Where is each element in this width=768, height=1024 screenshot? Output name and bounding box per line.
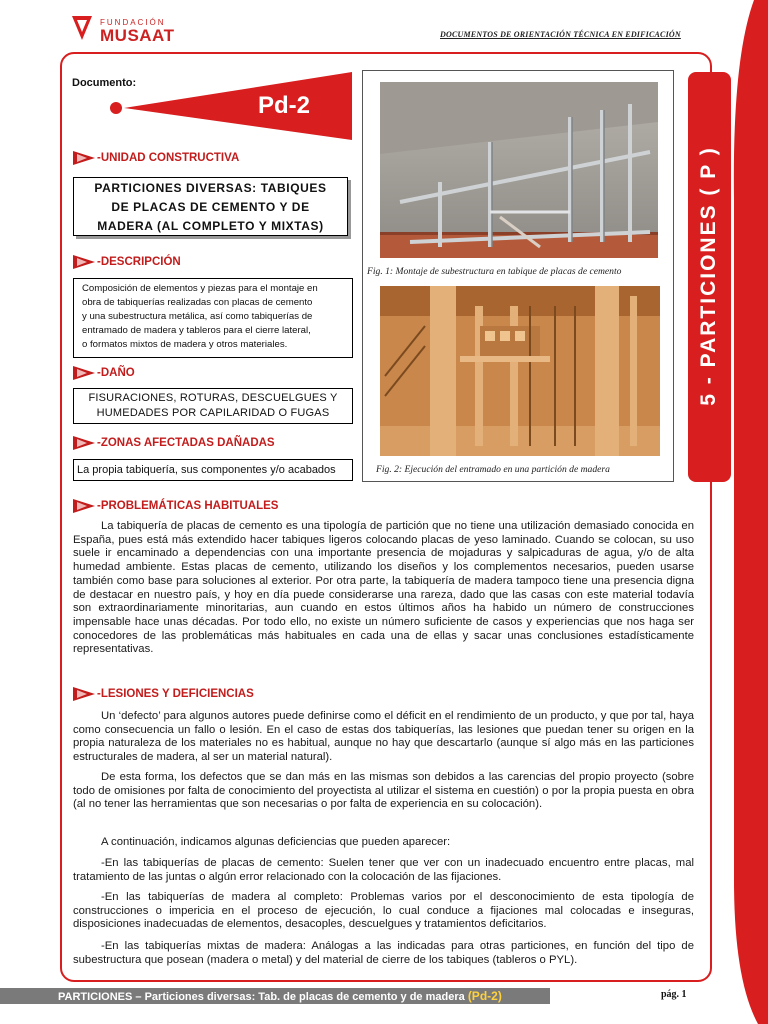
description-box — [73, 278, 353, 358]
section-heading: -UNIDAD CONSTRUCTIVA — [97, 152, 240, 164]
footer-document-code: (Pd-2) — [467, 989, 502, 1003]
document-flag-icon — [108, 70, 352, 142]
figure-2-photo — [380, 286, 660, 456]
document-code: Pd-2 — [258, 92, 311, 119]
lesiones-paragraph: -En las tabiquerías de madera al completo: Problemas varios por el desconocimiento de esta tipología de construcciones o impericia en el proceso de ejecución, lo cual conduce a fijaciones mal colocadas e inseguras, disposiciones inadecuadas de elementos, desacoples, descuelgues y tratamientos deficitarios. — [73, 891, 694, 931]
arrow-bullet-icon — [73, 499, 95, 513]
page-edge-decoration — [728, 0, 768, 1024]
lesiones-paragraph: De esta forma, los defectos que se dan más en las mismas son debidos a las carencias del propio proyecto (sobre todo de omisiones por falta de conocimiento del proyectista al utilizar el sistema en cuestión) o por la propia puesta en obra (al no tener las herramientas que son necesarias o por falta de experiencia en su colocación). — [73, 771, 694, 811]
section-unidad-constructiva — [73, 151, 239, 165]
problematicas-paragraph: La tabiquería de placas de cemento es una tipología de partición que no tiene una utilización demasiado conocida en España, pues está más extendido hacer tabiques ligeros colocando placas de yeso laminado. Cuando se colocan, su uso suele ir encaminado a dependencias con una importante presencia de mojaduras y salpicaduras de agua, y/o de alta humedad ambiente. Estas placas de cemento, utilizando los diseños y los complementos necesarios, pueden usarse también como base para soluciones al exterior. Por otra parte, la tabiquería de madera tampoco tiene una presencia digna de destacar en nuestro país, y hoy en día puede considerarse una rareza, dado que las casas con este material todavía son extraordinariamente minoritarias, aun cuando en estos últimos años ha habido un número de construcciones impensable hace unas décadas. Por todo ello, no existe un número suficiente de casos y experiencias que nos haga ser conocedores de las problemáticas más habituales en cada una de ellas y sacar unas conclusiones estadísticamente representativas. — [73, 520, 694, 656]
section-heading: -PROBLEMÁTICAS HABITUALES — [97, 500, 279, 512]
arrow-bullet-icon — [73, 436, 95, 450]
section-problematicas — [73, 499, 278, 513]
lesiones-paragraph: A continuación, indicamos algunas deficiencias que pueden aparecer: — [101, 836, 451, 848]
description-line: obra de tabiquerías realizadas con placas de cemento — [82, 297, 313, 308]
section-heading: -LESIONES Y DEFICIENCIAS — [97, 688, 254, 700]
unit-title-line: MADERA (AL COMPLETO Y MIXTAS) — [97, 219, 324, 233]
lesiones-paragraph: -En las tabiquerías mixtas de madera: Análogas a las indicadas para otras particiones, en función del tipo de subestructura que posean (madera o metal) y del material de cierre de los tabiques (tableros o PYL). — [73, 940, 694, 966]
section-dano — [73, 366, 135, 380]
figure-1-photo — [380, 82, 658, 258]
section-heading: -DAÑO — [97, 367, 135, 379]
description-line: entramado de madera y tableros para el cierre lateral, — [82, 325, 311, 336]
arrow-bullet-icon — [73, 151, 95, 165]
damage-line: HUMEDADES POR CAPILARIDAD O FUGAS — [96, 407, 330, 419]
lesiones-paragraph: -En las tabiquerías de placas de cemento: Suelen tener que ver con un inadecuado encuentro entre placas, mal tratamiento de las juntas o algún error relacionado con la colocación de las fijaciones. — [73, 857, 694, 883]
section-zonas-afectadas — [73, 436, 275, 450]
section-heading: -ZONAS AFECTADAS DAÑADAS — [97, 437, 275, 449]
section-heading: -DESCRIPCIÓN — [97, 256, 181, 268]
unit-title-line: PARTICIONES DIVERSAS: TABIQUES — [94, 181, 327, 195]
logo-mark-icon — [70, 14, 94, 42]
musaat-logo — [70, 14, 210, 48]
arrow-bullet-icon — [73, 687, 95, 701]
figure-1-caption: Fig. 1: Montaje de subestructura en tabique de placas de cemento — [367, 266, 622, 277]
damage-box — [73, 388, 353, 424]
unit-title-box — [73, 177, 348, 236]
logo-foundation-text: FUNDACIÓN — [100, 18, 166, 27]
figure-2-caption: Fig. 2: Ejecución del entramado en una partición de madera — [376, 464, 610, 475]
document-label: Documento: — [72, 77, 137, 89]
arrow-bullet-icon — [73, 255, 95, 269]
lesiones-paragraph: Un ‘defecto’ para algunos autores puede definirse como el déficit en el rendimiento de un producto, y que por tal, haya como consecuencia un fallo o lesión. En el caso de estas dos tabiquerías, las lesiones que puedan tener su origen en la propia naturaleza de los materiales no es habitual, aunque no hay que descartarlo (aunque sí algo más en las particiones estructurales de madera, al ser un material natural). — [73, 710, 694, 764]
damage-line: FISURACIONES, ROTURAS, DESCUELGUES Y — [88, 392, 338, 404]
description-line: Composición de elementos y piezas para el montaje en — [82, 283, 318, 294]
description-line: y una subestructura metálica, así como tabiquerías de — [82, 311, 313, 322]
section-lesiones — [73, 687, 254, 701]
chapter-side-tab-label: 5 - PARTICIONES ( P ) — [697, 146, 720, 406]
section-descripcion — [73, 255, 181, 269]
unit-title-line: DE PLACAS DE CEMENTO Y DE — [111, 200, 310, 214]
zones-box: La propia tabiquería, sus componentes y/o acabados — [73, 459, 353, 481]
description-line: o formatos mixtos de madera y otros materiales. — [82, 339, 288, 350]
arrow-bullet-icon — [73, 366, 95, 380]
footer-title: PARTICIONES – Particiones diversas: Tab. de placas de cemento y de madera — [58, 991, 465, 1003]
page-number: pág. 1 — [661, 989, 687, 1000]
header-title: DOCUMENTOS DE ORIENTACIÓN TÉCNICA EN EDIFICACIÓN — [440, 30, 681, 39]
logo-name-text: MUSAAT — [100, 26, 175, 45]
footer-text — [58, 989, 502, 1003]
